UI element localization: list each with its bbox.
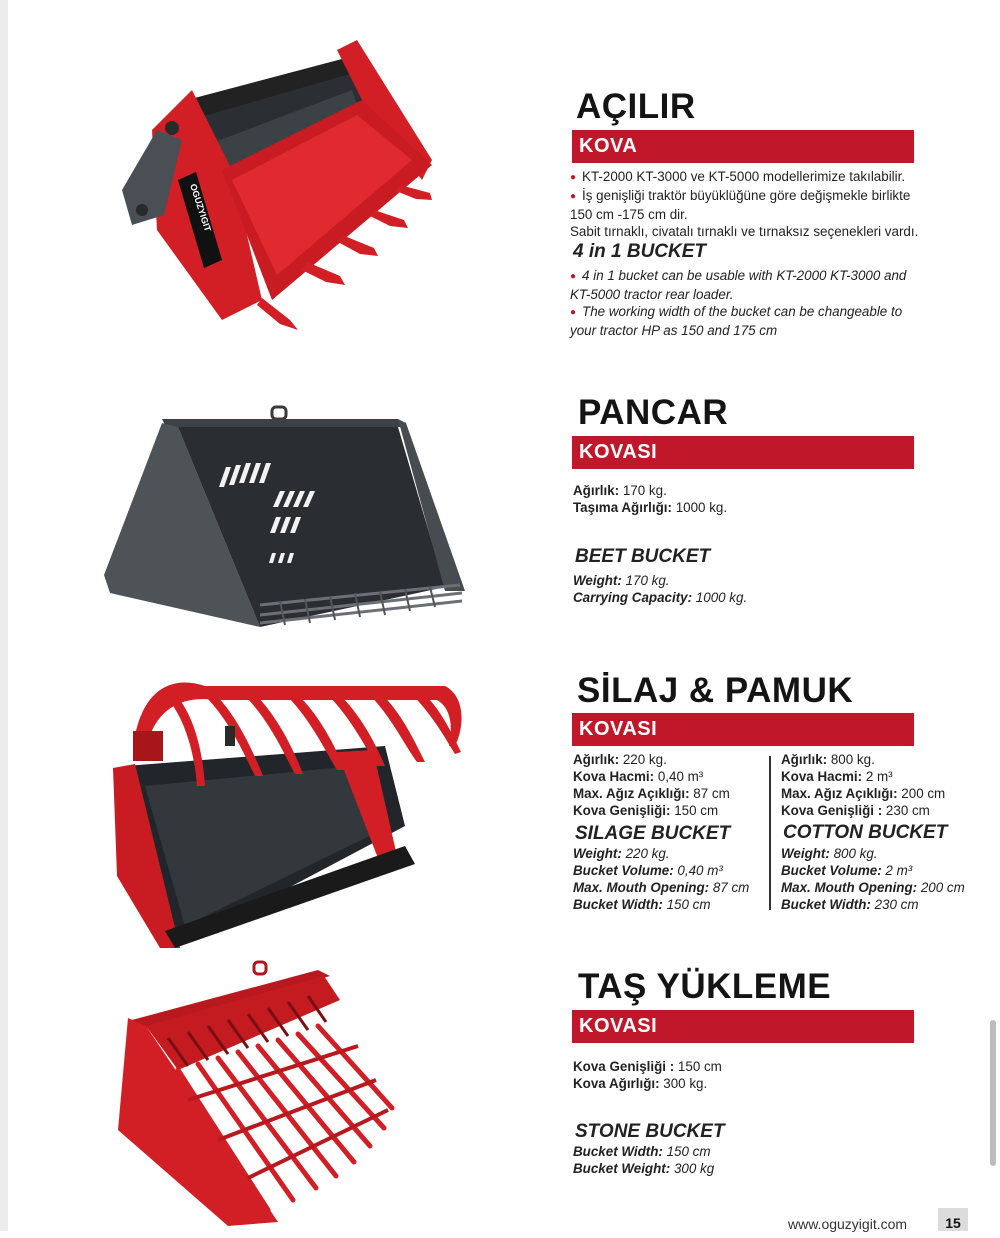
section3-left-en-specs bbox=[573, 845, 749, 913]
section2-en-spec-2: Carrying Capacity: 1000 kg. bbox=[573, 590, 748, 605]
section1-en-line-4: your tractor HP as 150 and 175 cm bbox=[570, 323, 778, 338]
section3-right-en-specs bbox=[781, 845, 965, 913]
section4-tr-spec-2: Kova Ağırlığı: 300 kg. bbox=[573, 1076, 708, 1091]
section3-red-bar: KOVASI bbox=[572, 713, 914, 746]
bullet-icon: ● bbox=[570, 172, 577, 183]
section3-left-en-title: SILAGE BUCKET bbox=[575, 823, 731, 844]
section1-tr-line-4: Sabit tırnaklı, civatalı tırnaklı ve tırnaksız seçenekleri vardı. bbox=[570, 224, 919, 239]
section1-tr-line-3: 150 cm -175 cm dir. bbox=[570, 207, 688, 222]
section3-right-en-title: COTTON BUCKET bbox=[783, 822, 948, 843]
section1-tr-line-2: ● İş genişliği traktör büyüklüğüne göre değişmekle birlikte bbox=[570, 188, 911, 203]
section4-title: TAŞ YÜKLEME bbox=[578, 967, 832, 1006]
section2-tr-specs bbox=[573, 482, 727, 516]
bullet-icon: ● bbox=[570, 191, 577, 202]
silage-en-spec-3: Max. Mouth Opening: 87 cm bbox=[573, 880, 750, 895]
silage-tr-spec-3: Max. Ağız Açıklığı: 87 cm bbox=[573, 786, 730, 801]
silage-bucket-image bbox=[105, 676, 465, 952]
cotton-en-spec-3: Max. Mouth Opening: 200 cm bbox=[781, 880, 965, 895]
silage-en-spec-4: Bucket Width: 150 cm bbox=[573, 897, 711, 912]
section3-right-tr-specs bbox=[781, 751, 945, 819]
silage-tr-spec-2: Kova Hacmi: 0,40 m³ bbox=[573, 769, 704, 784]
cotton-tr-spec-1: Ağırlık: 800 kg. bbox=[781, 752, 875, 767]
section1-tr-line-1: ● KT-2000 KT-3000 ve KT-5000 modellerimize takılabilir. bbox=[570, 169, 906, 184]
section4-en-spec-1: Bucket Width: 150 cm bbox=[573, 1144, 711, 1159]
section2-en-title: BEET BUCKET bbox=[575, 546, 711, 567]
section1-title: AÇILIR bbox=[576, 87, 696, 126]
section4-tr-specs bbox=[573, 1058, 722, 1092]
section1-tr-text bbox=[570, 168, 918, 240]
column-divider bbox=[769, 756, 771, 910]
section3-title: SİLAJ & PAMUK bbox=[577, 671, 854, 710]
section2-title: PANCAR bbox=[578, 393, 729, 432]
silage-en-spec-2: Bucket Volume: 0,40 m³ bbox=[573, 863, 723, 878]
section2-red-bar: KOVASI bbox=[572, 436, 914, 469]
silage-tr-spec-1: Ağırlık: 220 kg. bbox=[573, 752, 667, 767]
section1-en-title: 4 in 1 BUCKET bbox=[573, 241, 707, 262]
section2-en-specs bbox=[573, 572, 747, 606]
section1-en-line-1: ● 4 in 1 bucket can be usable with KT-2000 KT-3000 and bbox=[570, 268, 907, 283]
cotton-tr-spec-2: Kova Hacmi: 2 m³ bbox=[781, 769, 893, 784]
cotton-tr-spec-4: Kova Genişliği : 230 cm bbox=[781, 803, 930, 818]
section1-en-line-2: KT-5000 tractor rear loader. bbox=[570, 287, 734, 302]
scrollbar[interactable] bbox=[990, 1020, 996, 1166]
beet-bucket-image bbox=[100, 405, 470, 635]
cotton-en-spec-4: Bucket Width: 230 cm bbox=[781, 897, 919, 912]
section3-left-tr-specs bbox=[573, 751, 730, 819]
section1-en-line-3: ● The working width of the bucket can be changeable to bbox=[570, 304, 903, 319]
page-left-edge bbox=[0, 0, 8, 1231]
silage-tr-spec-4: Kova Genişliği: 150 cm bbox=[573, 803, 719, 818]
section2-tr-spec-1: Ağırlık: 170 kg. bbox=[573, 483, 667, 498]
cotton-tr-spec-3: Max. Ağız Açıklığı: 200 cm bbox=[781, 786, 946, 801]
section2-en-spec-1: Weight: 170 kg. bbox=[573, 573, 670, 588]
section2-tr-spec-2: Taşıma Ağırlığı: 1000 kg. bbox=[573, 500, 728, 515]
section4-tr-spec-1: Kova Genişliği : 150 cm bbox=[573, 1059, 722, 1074]
bucket-brand-label: OGUZYIGIT bbox=[188, 182, 213, 233]
bullet-icon: ● bbox=[570, 271, 577, 282]
section4-en-spec-2: Bucket Weight: 300 kg bbox=[573, 1161, 715, 1176]
4in1-bucket-image bbox=[112, 30, 442, 335]
stone-bucket-image bbox=[118, 960, 396, 1228]
bullet-icon: ● bbox=[570, 307, 577, 318]
page-number: 15 bbox=[938, 1208, 968, 1231]
section4-en-specs bbox=[573, 1143, 714, 1177]
cotton-en-spec-2: Bucket Volume: 2 m³ bbox=[781, 863, 913, 878]
section4-red-bar: KOVASI bbox=[572, 1010, 914, 1043]
section1-red-bar: KOVA bbox=[572, 130, 914, 163]
footer-url: www.oguzyigit.com bbox=[788, 1216, 908, 1232]
cotton-en-spec-1: Weight: 800 kg. bbox=[781, 846, 878, 861]
section1-en-text bbox=[570, 267, 906, 339]
section4-en-title: STONE BUCKET bbox=[575, 1121, 725, 1142]
silage-en-spec-1: Weight: 220 kg. bbox=[573, 846, 670, 861]
